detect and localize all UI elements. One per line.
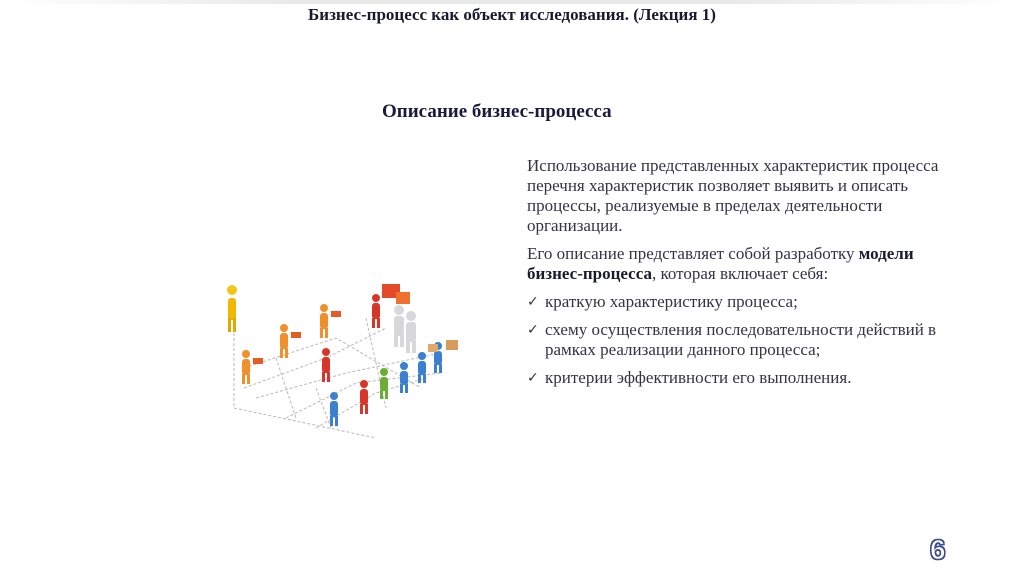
list-item (527, 368, 947, 388)
check-icon: ✓ (527, 294, 539, 310)
paragraph-model-start: Его описание представляет собой разработку (527, 244, 859, 263)
paragraph-model-bold: модели бизнес-процесса (527, 244, 914, 283)
business-process-people-network-icon (216, 278, 468, 440)
section-title: Описание бизнес-процесса (382, 101, 612, 122)
list-item-text: схему осуществления последовательности действий в рамках реализации данного процесса; (545, 320, 937, 359)
list-item-text: краткую характеристику процесса; (545, 292, 798, 311)
check-icon: ✓ (527, 322, 539, 338)
list-item-text: критерии эффективности его выполнения. (545, 368, 852, 387)
paragraph-model-end: , которая включает себя: (651, 264, 829, 283)
paragraph-intro: Использование представленных характеристик процесса перечня характеристик позволяет выявить и описать процессы, реализуемые в пределах деятельности организации. (527, 156, 939, 235)
top-divider (0, 0, 1024, 4)
check-icon: ✓ (527, 370, 539, 386)
list-item (527, 292, 947, 312)
header-title: Бизнес-процесс как объект исследования. (Лекция 1) (308, 5, 716, 24)
page-number: 6 (930, 534, 946, 565)
body-text (527, 156, 947, 396)
paragraph-model (527, 244, 947, 284)
list-item (527, 320, 947, 360)
